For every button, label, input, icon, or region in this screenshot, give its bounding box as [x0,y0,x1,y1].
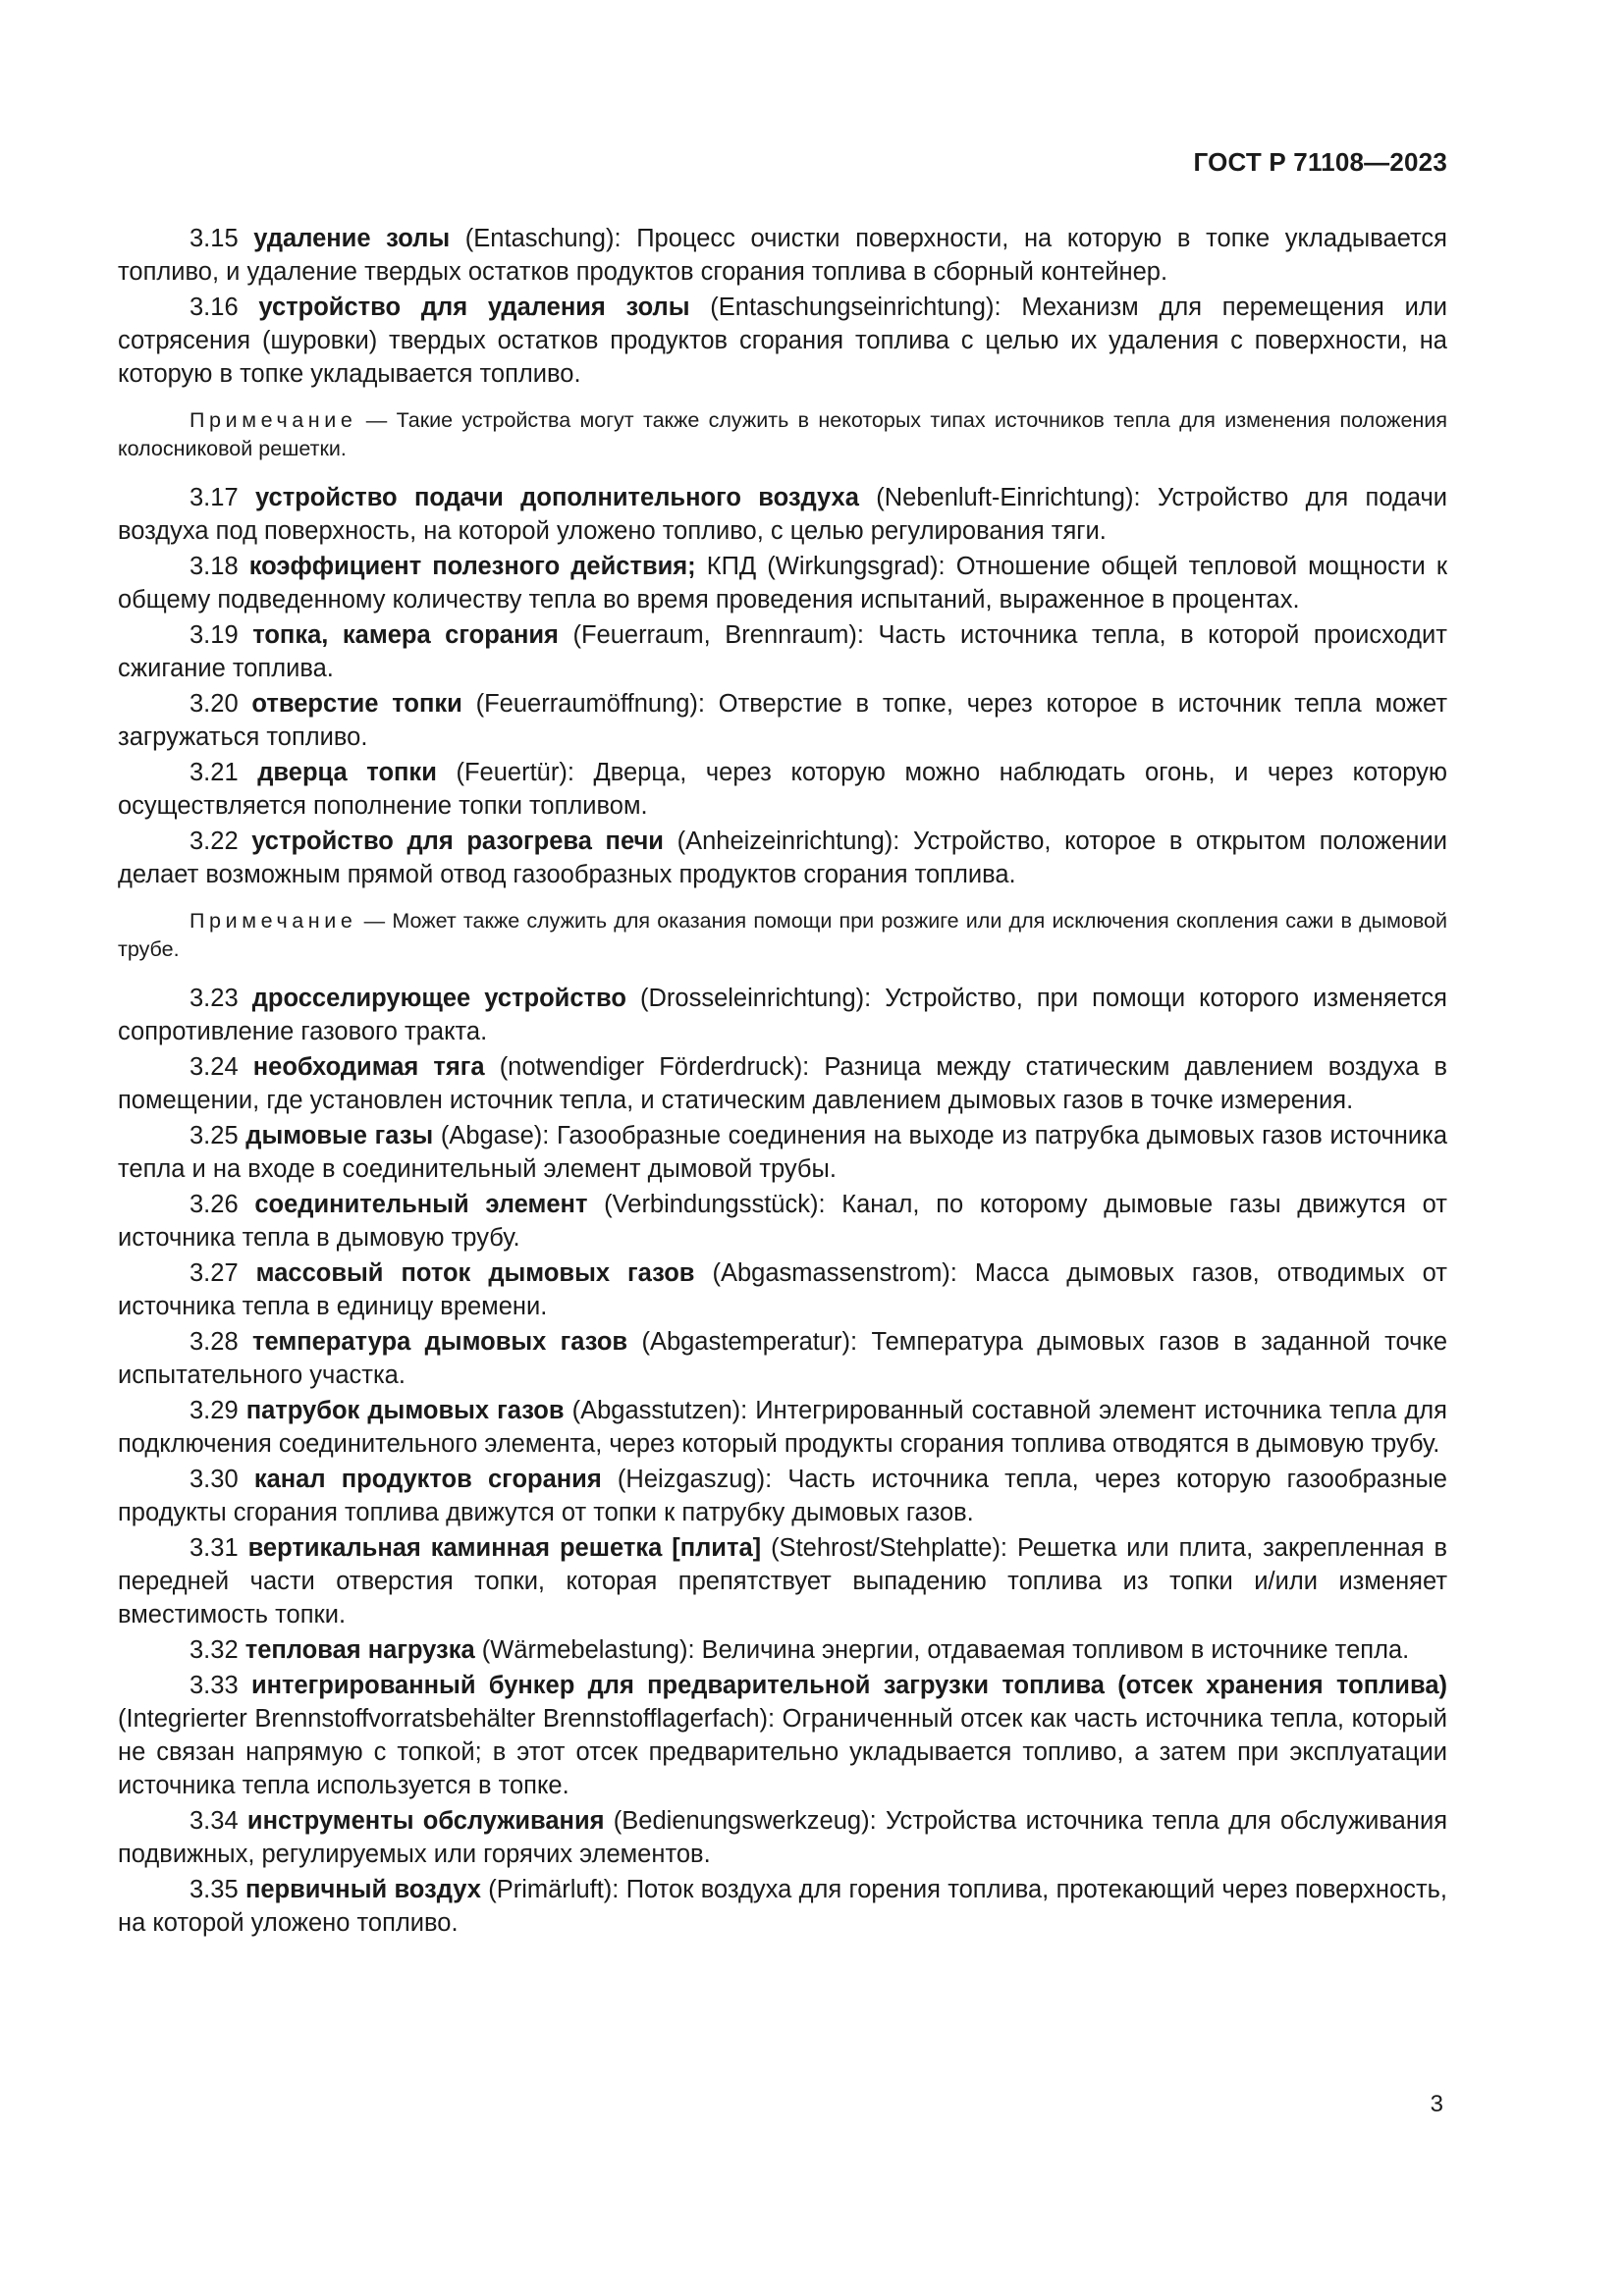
term-description: (Integrierter Brennstoffvorratsbehälter Brennstofflagerfach): Ограниченный отсек как часть источника тепла, который не связан напрямую с топкой; в этот отсек предварительно укладывается топливо, а затем при эксплуатации источника тепла используется в топке. [118,1705,1447,1799]
term-definition [118,291,1447,391]
term-number: 3.20 [189,690,239,718]
note-label: Примечание [189,909,357,933]
term-definition [118,1394,1447,1461]
note-text: Может также служить для оказания помощи при розжиге или для исключения скопления сажи в дымовой трубе. [118,909,1447,961]
term-name: соединительный элемент [254,1191,588,1218]
term-definition [118,1669,1447,1802]
term-number: 3.26 [189,1191,239,1218]
term-name: коэффициент полезного действия; [248,553,696,580]
term-description: (Bedienungswerkzeug): Устройства источника тепла для обслуживания подвижных, регулируемых или горячих элементов. [118,1807,1448,1868]
term-definition [118,825,1447,891]
term-description: (Entaschungseinrichtung): Механизм для перемещения или сотрясения (шуровки) твердых остатков продуктов сгорания топлива с целью их удаления с поверхности, на которую в топке укладывается топливо. [118,294,1448,388]
term-description: (Entaschung): Процесс очистки поверхности, на которую в топке укладывается топливо, и удаление твердых остатков продуктов сгорания топлива в сборный контейнер. [118,225,1447,286]
term-name: дымовые газы [245,1122,434,1149]
term-name: вертикальная каминная решетка [плита] [247,1534,762,1562]
term-description: (Abgase): Газообразные соединения на выходе из патрубка дымовых газов источника тепла и на входе в соединительный элемент дымовой трубы. [118,1122,1448,1183]
term-number: 3.31 [189,1534,239,1562]
term-definition [118,222,1447,289]
term-description: (notwendiger Förderdruck): Разница между статическим давлением воздуха в помещении, где установлен источник тепла, и статическим давлением дымовых газов в точке измерения. [118,1053,1447,1114]
term-number: 3.27 [189,1259,239,1287]
term-name: удаление золы [253,225,451,252]
term-name: массовый поток дымовых газов [255,1259,695,1287]
term-name: инструменты обслуживания [246,1807,605,1835]
term-number: 3.30 [189,1466,239,1493]
term-description: (Drosseleinrichtung): Устройство, при помощи которого изменяется сопротивление газового тракта. [118,985,1447,1045]
term-name: дверца топки [257,759,437,786]
term-number: 3.16 [189,294,239,321]
terms-list [118,222,1447,1942]
term-number: 3.29 [189,1397,239,1424]
term-definition [118,982,1447,1048]
term-number: 3.15 [189,225,239,252]
term-description: (Feuerraum, Brennraum): Часть источника тепла, в которой происходит сжигание топлива. [118,621,1447,682]
term-number: 3.24 [189,1053,239,1081]
note: Примечание — Может также служить для оказания помощи при розжиге или для исключения скопления сажи в дымовой трубе. [118,909,1447,961]
term-definition [118,1873,1447,1940]
term-definition [118,1050,1447,1117]
term-number: 3.19 [189,621,239,649]
term-number: 3.34 [189,1807,239,1835]
term-definition [118,618,1447,685]
note-text: Такие устройства могут также служить в некоторых типах источников тепла для изменения положения колосниковой решетки. [118,408,1447,460]
term-number: 3.17 [189,484,239,511]
term-definition [118,687,1447,754]
note: Примечание — Такие устройства могут также служить в некоторых типах источников тепла для изменения положения колосниковой решетки. [118,408,1447,460]
term-description: (Feuerraumöffnung): Отверстие в топке, через которое в источник тепла может загружаться топливо. [118,690,1447,751]
term-name: тепловая нагрузка [244,1636,475,1664]
term-name: необходимая тяга [252,1053,485,1081]
term-description: (Verbindungsstück): Канал, по которому дымовые газы движутся от источника тепла в дымовую трубу. [118,1191,1447,1252]
term-description: (Abgasstutzen): Интегрированный составной элемент источника тепла для подключения соединительного элемента, через который продукты сгорания топлива отводятся в дымовую трубу. [118,1397,1447,1458]
term-number: 3.18 [189,553,239,580]
term-name: устройство подачи дополнительного воздуха [255,484,859,511]
term-definition [118,481,1447,548]
term-definition [118,1463,1447,1529]
term-name: устройство для разогрева печи [251,828,664,855]
term-description: (Feuertür): Дверца, через которую можно наблюдать огонь, и через которую осуществляется пополнение топки топливом. [118,759,1447,820]
note-label: Примечание [189,408,357,432]
term-description: (Stehrost/Stehplatte): Решетка или плита, закрепленная в передней части отверстия топки, которая препятствует выпадению топлива из топки и/или изменяет вместимость топки. [118,1534,1448,1629]
term-definition [118,1531,1447,1631]
term-description: (Primärluft): Поток воздуха для горения топлива, протекающий через поверхность, на которой уложено топливо. [118,1876,1447,1937]
term-description: (Anheizeinrichtung): Устройство, которое в открытом положении делает возможным прямой отвод газообразных продуктов сгорания топлива. [118,828,1447,888]
term-number: 3.23 [189,985,239,1012]
term-definition [118,1804,1447,1871]
term-definition [118,550,1447,616]
term-name: устройство для удаления золы [258,294,690,321]
term-description: КПД (Wirkungsgrad): Отношение общей тепловой мощности к общему подведенному количеству тепла во время проведения испытаний, выраженное в процентах. [118,553,1447,614]
term-number: 3.28 [189,1328,239,1356]
term-number: 3.32 [189,1636,239,1664]
term-name: интегрированный бункер для предварительной загрузки топлива (отсек хранения топлива) [250,1672,1447,1699]
term-name: отверстие топки [251,690,462,718]
term-definition [118,1325,1447,1392]
term-description: (Wärmebelastung): Величина энергии, отдаваемая топливом в источнике тепла. [474,1636,1410,1664]
term-definition [118,1633,1447,1667]
term-name: дросселирующее устройство [251,985,626,1012]
term-name: температура дымовых газов [252,1328,628,1356]
document-number: ГОСТ Р 71108—2023 [1193,147,1447,177]
term-definition [118,1188,1447,1255]
term-number: 3.25 [189,1122,239,1149]
term-definition [118,1256,1447,1323]
term-definition [118,756,1447,823]
term-description: (Abgastemperatur): Температура дымовых газов в заданной точке испытательного участка. [118,1328,1448,1389]
term-definition [118,1119,1447,1186]
term-name: патрубок дымовых газов [245,1397,565,1424]
term-description: (Heizgaszug): Часть источника тепла, через которую газообразные продукты сгорания топлива движутся от топки к патрубку дымовых газов. [118,1466,1447,1526]
term-number: 3.33 [189,1672,239,1699]
term-number: 3.21 [189,759,239,786]
term-number: 3.35 [189,1876,239,1903]
page-number: 3 [1430,2091,1443,2117]
term-description: (Nebenluft-Einrichtung): Устройство для подачи воздуха под поверхность, на которой уложено топливо, с целью регулирования тяги. [118,484,1448,545]
term-name: топка, камера сгорания [252,621,559,649]
term-name: канал продуктов сгорания [253,1466,602,1493]
term-description: (Abgasmassenstrom): Масса дымовых газов, отводимых от источника тепла в единицу времени. [118,1259,1447,1320]
term-number: 3.22 [189,828,239,855]
term-name: первичный воздух [244,1876,481,1903]
